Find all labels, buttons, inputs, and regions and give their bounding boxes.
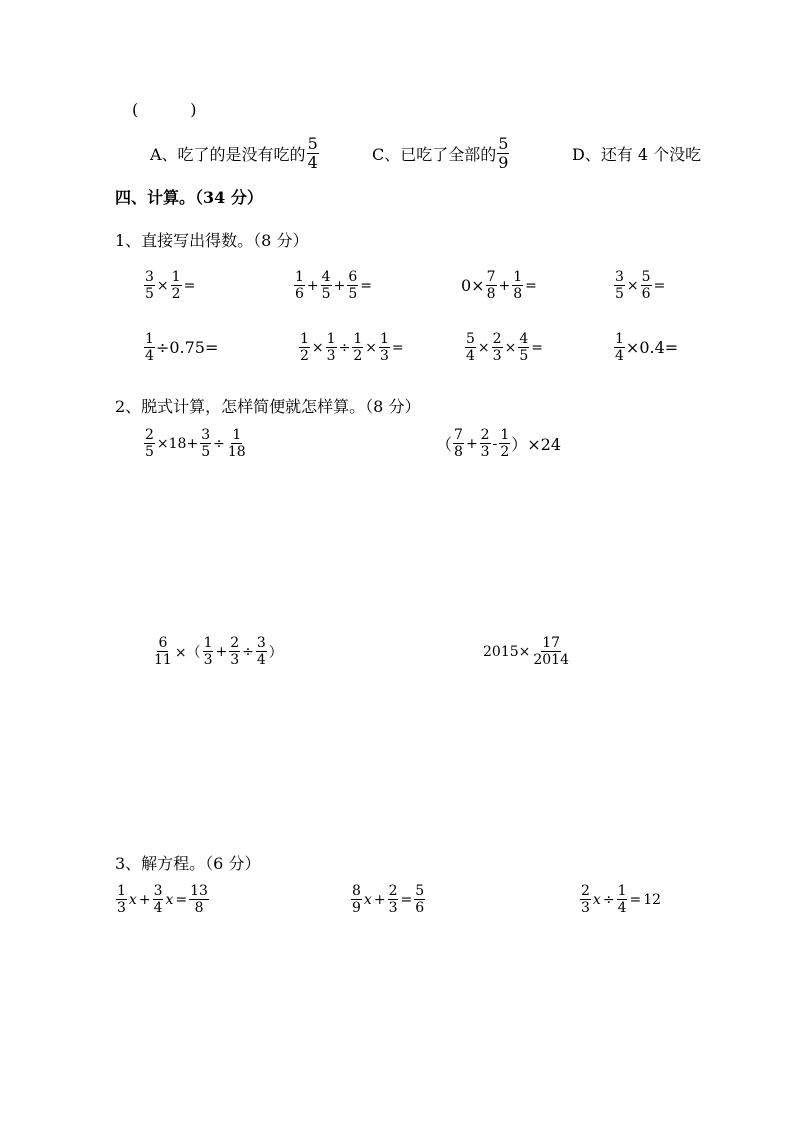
- blank-open-paren: (: [132, 100, 139, 119]
- fraction: $\frac{2}{5}$: [145, 427, 154, 460]
- fraction: $\frac{5}{4}$: [466, 331, 475, 364]
- fraction: $\frac{1}{2}$: [353, 331, 363, 364]
- q1-expr-8: $\frac{1}{4}$ ×0.4=: [615, 331, 679, 364]
- fraction: $\frac{1}{2}$: [500, 427, 510, 460]
- q1-expr-2: $\frac{1}{6}$ + $\frac{4}{5}$ + $\frac{6}{5}$ =: [295, 269, 372, 302]
- q2-problem-4: 2015× $\frac{17}{2014}$: [483, 635, 569, 668]
- fraction: $\frac{5}{6}$: [641, 269, 651, 302]
- fraction: $\frac{1}{3}$: [203, 635, 213, 668]
- fraction: $\frac{5}{6}$: [415, 883, 425, 916]
- fraction: $\frac{3}{4}$: [153, 883, 163, 916]
- q2-problem-3: $\frac{6}{11}$ ×（ $\frac{1}{3}$ + $\frac{2}{3}$ ÷ $\frac{3}{4}$ ）: [154, 635, 283, 668]
- q1-expr-6: $\frac{1}{2}$ × $\frac{1}{3}$ ÷ $\frac{1}{2}$ × $\frac{1}{3}$ =: [300, 331, 404, 364]
- choice-d: [572, 142, 701, 165]
- fraction: $\frac{1}{3}$: [379, 331, 389, 364]
- fraction: $\frac{1}{4}$: [615, 331, 624, 364]
- fraction: $\frac{3}{5}$: [615, 269, 624, 302]
- fraction: $\frac{1}{4}$: [145, 331, 154, 364]
- q1-expr-7: $\frac{5}{4}$ × $\frac{2}{3}$ × $\frac{4}{5}$ =: [466, 331, 543, 364]
- q3-equation-1: $\frac{1}{3}$ x + $\frac{3}{4}$ x = $\frac{13}{8}$: [117, 883, 208, 916]
- fraction: $\frac{3}{4}$: [256, 635, 266, 668]
- fraction: $\frac{8}{9}$: [352, 883, 361, 916]
- choice-a-label: A、吃了的是没有吃的: [150, 145, 306, 164]
- fraction: $\frac{1}{2}$: [300, 331, 309, 364]
- q2-title: 2、脱式计算，怎样简便就怎样算。（8 分）: [115, 397, 421, 416]
- fraction: $\frac{1}{4}$: [617, 883, 627, 916]
- fraction: $\frac{7}{8}$: [454, 427, 463, 460]
- fraction: $\frac{1}{8}$: [513, 269, 523, 302]
- choice-d-label: D、还有 4 个没吃: [572, 145, 702, 164]
- fraction: $\frac{3}{5}$: [145, 269, 154, 302]
- choice-a: [150, 136, 320, 171]
- fraction: $\frac{1}{2}$: [171, 269, 181, 302]
- q3-equation-2: $\frac{8}{9}$ x + $\frac{2}{3}$ = $\frac{5}{6}$: [352, 883, 425, 916]
- q1-title: 1、直接写出得数。（8 分）: [115, 231, 309, 250]
- q2-problem-1: $\frac{2}{5}$ ×18+ $\frac{3}{5}$ ÷ $\frac{1}{18}$: [145, 427, 246, 460]
- section-4-heading: 四、计算。（34 分）: [115, 188, 263, 207]
- q1-expr-5: $\frac{1}{4}$ ÷0.75=: [145, 331, 219, 364]
- fraction: $\frac{2}{3}$: [388, 883, 398, 916]
- fraction: $\frac{2}{3}$: [230, 635, 240, 668]
- fraction: $\frac{17}{2014}$: [533, 635, 569, 668]
- choice-c: [372, 136, 510, 171]
- fraction: $\frac{4}{5}$: [519, 331, 529, 364]
- fraction: $\frac{1}{18}$: [227, 427, 246, 460]
- blank-close-paren: ): [190, 100, 197, 119]
- fraction: $\frac{1}{3}$: [117, 883, 126, 916]
- q2-problem-2: （ $\frac{7}{8}$ + $\frac{2}{3}$ - $\frac{1}{2}$ ）×24: [436, 427, 562, 460]
- fraction: $\frac{13}{8}$: [190, 883, 208, 916]
- fraction: $\frac{3}{5}$: [201, 427, 211, 460]
- q1-expr-4: $\frac{3}{5}$ × $\frac{5}{6}$ =: [615, 269, 666, 302]
- q3-title: 3、解方程。（6 分）: [115, 854, 261, 873]
- fraction: $\frac{2}{3}$: [480, 427, 490, 460]
- fraction: $\frac{2}{3}$: [492, 331, 502, 364]
- choice-c-fraction: $\frac{5}{9}$: [498, 134, 509, 172]
- fraction: $\frac{6}{5}$: [348, 269, 358, 302]
- q1-expr-1: $\frac{3}{5}$ × $\frac{1}{2}$ =: [145, 269, 196, 302]
- fraction: $\frac{1}{6}$: [295, 269, 304, 302]
- fraction: $\frac{4}{5}$: [321, 269, 331, 302]
- choice-c-label: C、已吃了全部的: [372, 145, 497, 164]
- fraction: $\frac{1}{3}$: [326, 331, 336, 364]
- answer-blank: [132, 100, 197, 119]
- fraction: $\frac{2}{3}$: [581, 883, 590, 916]
- choice-a-fraction: $\frac{5}{4}$: [307, 134, 318, 172]
- q1-expr-3: 0× $\frac{7}{8}$ + $\frac{1}{8}$ =: [461, 269, 537, 302]
- fraction: $\frac{7}{8}$: [486, 269, 496, 302]
- fraction: $\frac{6}{11}$: [154, 635, 172, 668]
- q3-equation-3: $\frac{2}{3}$ x ÷ $\frac{1}{4}$ = 12: [581, 883, 662, 916]
